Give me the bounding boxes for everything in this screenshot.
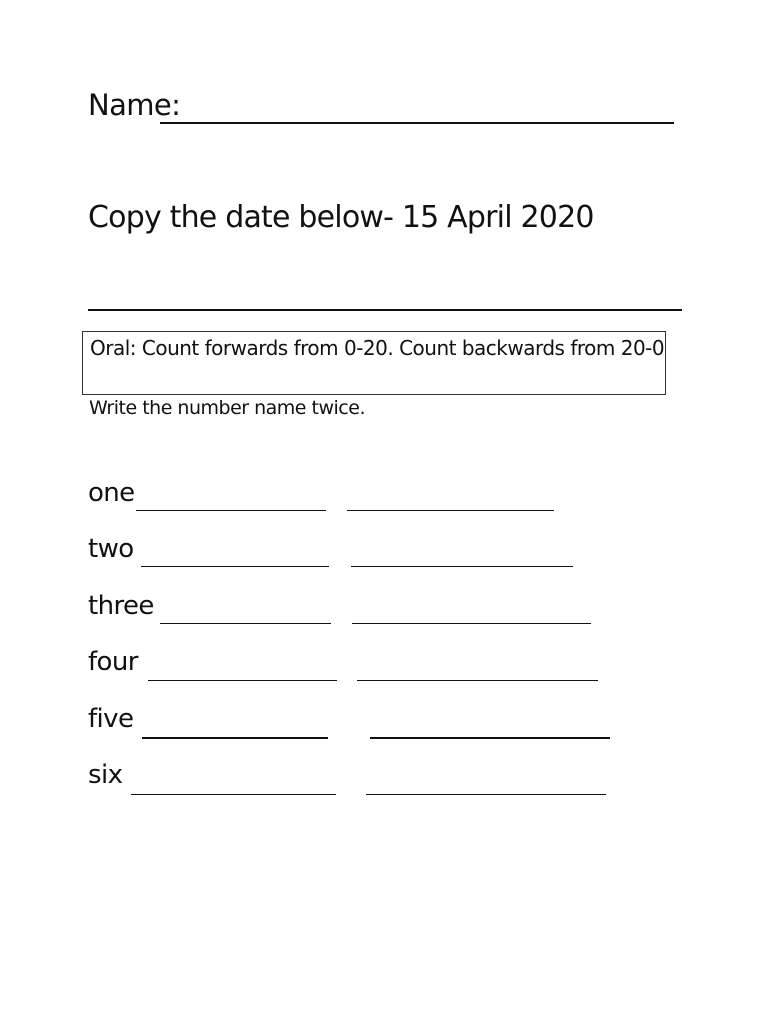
blank-five-2[interactable] xyxy=(370,737,610,739)
date-instruction: Copy the date below- 15 April 2020 xyxy=(88,200,594,235)
number-word-one: one xyxy=(88,478,135,508)
number-word-six: six xyxy=(88,760,123,790)
blank-six-2[interactable] xyxy=(366,794,606,795)
blank-two-2[interactable] xyxy=(351,566,573,567)
number-word-five: five xyxy=(88,704,134,734)
oral-instruction-box xyxy=(82,331,666,395)
name-write-line[interactable] xyxy=(160,122,674,124)
blank-four-2[interactable] xyxy=(357,680,598,681)
blank-three-1[interactable] xyxy=(160,623,331,624)
oral-instruction-text: Oral: Count forwards from 0-20. Count backwards from 20-0 xyxy=(90,336,665,360)
blank-three-2[interactable] xyxy=(352,623,591,624)
blank-one-1[interactable] xyxy=(136,510,326,511)
number-word-two: two xyxy=(88,534,134,564)
blank-four-1[interactable] xyxy=(148,680,337,681)
blank-six-1[interactable] xyxy=(131,794,336,795)
number-word-four: four xyxy=(88,647,138,677)
date-write-line[interactable] xyxy=(88,309,682,311)
name-label: Name: xyxy=(88,88,181,122)
blank-two-1[interactable] xyxy=(141,566,329,567)
write-instruction: Write the number name twice. xyxy=(89,397,365,419)
blank-one-2[interactable] xyxy=(347,510,554,511)
blank-five-1[interactable] xyxy=(142,737,328,739)
number-word-three: three xyxy=(88,591,154,621)
